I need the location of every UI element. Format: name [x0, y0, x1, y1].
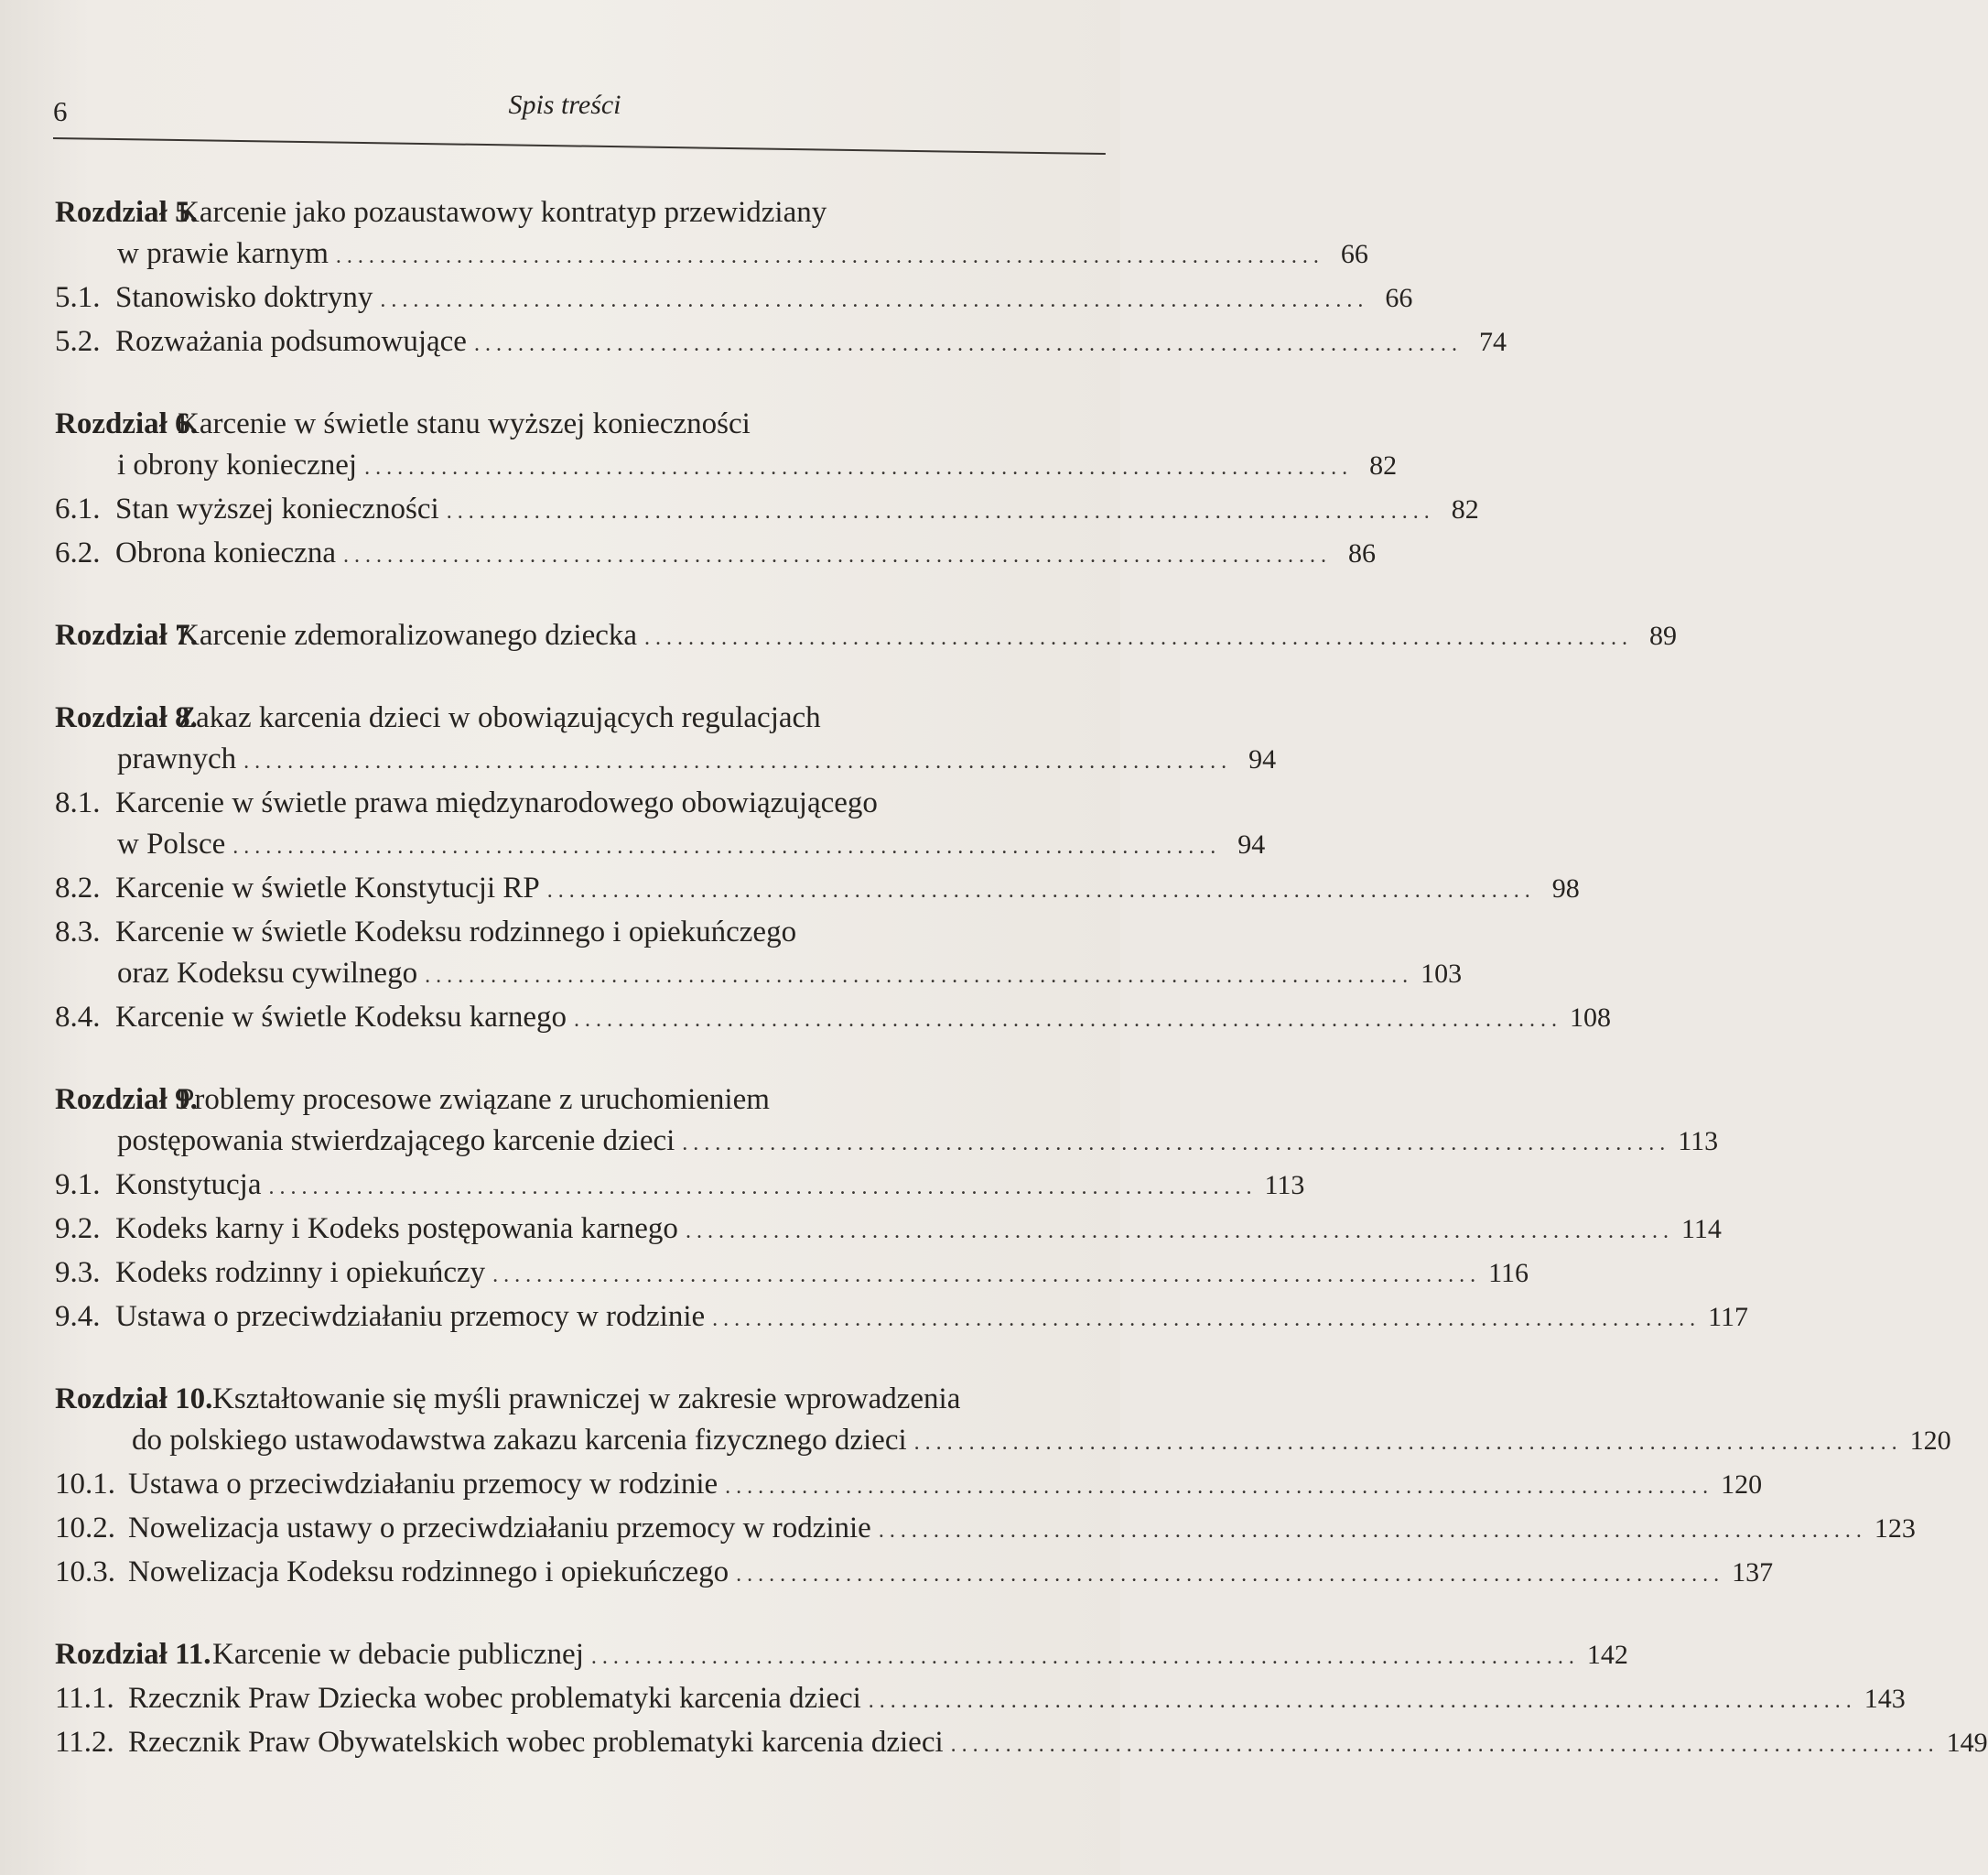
- toc-page-number: 94: [1248, 744, 1277, 775]
- toc-entry-title: Karcenie zdemoralizowanego dziecka: [178, 619, 638, 652]
- toc-entry[interactable]: [55, 783, 1073, 824]
- toc-entry-number: 11.2.: [55, 1726, 114, 1759]
- toc-page-number: 117: [1708, 1302, 1749, 1332]
- toc-chapter: [55, 698, 1611, 1041]
- toc-entry-title: Karcenie w świetle stanu wyższej konieczności: [178, 407, 751, 440]
- toc-entry[interactable]: [55, 233, 1368, 277]
- toc-page-number: 123: [1874, 1513, 1916, 1544]
- toc-entry[interactable]: [55, 445, 1398, 489]
- toc-page-number: 89: [1649, 621, 1678, 651]
- toc-entry-title: Karcenie w świetle Kodeksu rodzinnego i opiekuńczego: [115, 916, 797, 948]
- toc-page-number: 114: [1680, 1214, 1722, 1244]
- dot-leader: ..........................................................................................: [446, 500, 1435, 524]
- toc-entry[interactable]: [55, 1722, 1988, 1766]
- table-of-contents: [55, 192, 1988, 1805]
- toc-page-number: 113: [1678, 1126, 1719, 1156]
- toc-page-number: 74: [1478, 327, 1507, 357]
- toc-page-number: 86: [1347, 538, 1376, 569]
- toc-chapter-heading[interactable]: [55, 192, 1073, 233]
- toc-chapter: [55, 615, 1678, 659]
- dot-leader: ..........................................................................................: [268, 1176, 1258, 1199]
- toc-page-number: 113: [1264, 1170, 1305, 1200]
- toc-page-number: 120: [1909, 1425, 1951, 1456]
- toc-entry-title: Ustawa o przeciwdziałaniu przemocy w rodzinie: [128, 1468, 718, 1501]
- dot-leader: ..........................................................................................: [950, 1733, 1939, 1757]
- toc-chapter-heading[interactable]: [55, 1634, 1628, 1678]
- dot-leader: ..........................................................................................: [546, 879, 1536, 903]
- dot-leader: ..........................................................................................: [913, 1431, 1903, 1455]
- toc-page-number: 149: [1946, 1728, 1988, 1758]
- toc-entry-number: 5.2.: [55, 325, 101, 358]
- dot-leader: ..........................................................................................: [232, 835, 1222, 859]
- toc-chapter-heading[interactable]: [55, 404, 1073, 445]
- dot-leader: ..........................................................................................: [342, 544, 1332, 568]
- toc-page-number: 98: [1551, 873, 1580, 904]
- toc-chapter: [55, 1634, 1988, 1766]
- toc-entry[interactable]: [55, 739, 1277, 783]
- toc-entry-title: Kodeks karny i Kodeks postępowania karnego: [115, 1212, 678, 1245]
- toc-entry-number: 5.1.: [55, 281, 101, 314]
- toc-entry-title: prawnych: [117, 742, 237, 775]
- toc-entry-title: Karcenie w debacie publicznej: [212, 1638, 584, 1671]
- toc-entry[interactable]: [55, 321, 1507, 365]
- toc-entry-number: Rozdział 7.: [55, 619, 198, 652]
- toc-entry[interactable]: [55, 1678, 1906, 1722]
- toc-entry[interactable]: [55, 489, 1479, 533]
- toc-page-number: 66: [1340, 239, 1368, 269]
- toc-entry-number: Rozdział 10.: [55, 1382, 213, 1415]
- toc-entry-number: 6.1.: [55, 493, 101, 526]
- toc-entry-title: Karcenie jako pozaustawowy kontratyp przewidziany: [178, 196, 827, 229]
- toc-entry[interactable]: [55, 1552, 1774, 1596]
- toc-entry-title: Nowelizacja ustawy o przeciwdziałaniu przemocy w rodzinie: [128, 1512, 871, 1544]
- toc-entry-number: 9.1.: [55, 1168, 101, 1201]
- toc-chapter-heading[interactable]: [55, 1079, 1073, 1121]
- toc-entry[interactable]: [55, 533, 1376, 577]
- toc-entry-number: 8.2.: [55, 872, 101, 905]
- running-head-title: Spis treści: [508, 90, 621, 120]
- toc-chapter-heading[interactable]: [55, 1379, 1073, 1420]
- toc-entry-title: Karcenie w świetle Konstytucji RP: [115, 872, 540, 905]
- toc-entry[interactable]: [55, 1121, 1719, 1165]
- toc-entry-title: w Polsce: [117, 828, 226, 861]
- dot-leader: ..........................................................................................: [725, 1475, 1714, 1499]
- toc-entry-title: Zakaz karcenia dzieci w obowiązujących regulacjach: [178, 701, 821, 734]
- toc-entry-number: Rozdział 11.: [55, 1638, 211, 1671]
- toc-page-number: 120: [1721, 1469, 1763, 1500]
- toc-entry-title: w prawie karnym: [117, 237, 329, 270]
- toc-entry-number: 6.2.: [55, 536, 101, 569]
- toc-entry-number: Rozdział 9.: [55, 1083, 198, 1116]
- toc-entry-title: Stan wyższej konieczności: [115, 493, 439, 526]
- dot-leader: ..........................................................................................: [380, 288, 1369, 312]
- toc-page-number: 142: [1586, 1640, 1628, 1670]
- dot-leader: ..........................................................................................: [335, 244, 1324, 268]
- toc-entry-number: 10.1.: [55, 1468, 115, 1501]
- dot-leader: ..........................................................................................: [712, 1307, 1702, 1331]
- toc-page-number: 108: [1570, 1003, 1611, 1033]
- toc-entry[interactable]: [55, 1208, 1722, 1252]
- toc-entry[interactable]: [55, 277, 1413, 321]
- toc-entry-title: Nowelizacja Kodeksu rodzinnego i opiekuńczego: [128, 1555, 729, 1588]
- toc-entry[interactable]: [55, 1296, 1749, 1340]
- toc-entry[interactable]: [55, 1165, 1305, 1208]
- toc-page-number: 94: [1237, 829, 1266, 860]
- toc-entry-number: 10.2.: [55, 1512, 115, 1544]
- toc-entry-title: Karcenie w świetle prawa międzynarodowego obowiązującego: [115, 786, 878, 819]
- toc-entry[interactable]: [55, 868, 1580, 912]
- toc-entry-number: 9.4.: [55, 1300, 101, 1333]
- toc-entry-title: Kodeks rodzinny i opiekuńczy: [115, 1256, 486, 1289]
- dot-leader: ..........................................................................................: [878, 1519, 1867, 1543]
- toc-page-number: 103: [1421, 959, 1463, 989]
- toc-entry-number: 9.2.: [55, 1212, 101, 1245]
- toc-entry-title: postępowania stwierdzającego karcenie dzieci: [117, 1124, 675, 1157]
- toc-entry-title: i obrony koniecznej: [117, 449, 358, 482]
- toc-entry-title: Konstytucja: [115, 1168, 262, 1201]
- toc-entry[interactable]: [55, 1508, 1916, 1552]
- toc-page-number: 137: [1732, 1557, 1774, 1588]
- header-rule: [53, 137, 1106, 155]
- toc-entry[interactable]: [55, 824, 1266, 868]
- toc-entry[interactable]: [55, 997, 1611, 1041]
- toc-entry-title: Stanowisko doktryny: [115, 281, 373, 314]
- dot-leader: ..........................................................................................: [425, 964, 1414, 988]
- dot-leader: ..........................................................................................: [736, 1563, 1725, 1587]
- toc-entry-number: Rozdział 8.: [55, 701, 198, 734]
- toc-entry-number: 8.1.: [55, 786, 101, 819]
- toc-chapter-heading[interactable]: [55, 698, 1073, 739]
- dot-leader: ..........................................................................................: [364, 456, 1354, 480]
- dot-leader: ..........................................................................................: [868, 1689, 1857, 1713]
- toc-entry-title: Problemy procesowe związane z uruchomieniem: [178, 1083, 770, 1116]
- toc-entry-number: 8.3.: [55, 916, 101, 948]
- toc-chapter: [55, 192, 1507, 365]
- toc-entry[interactable]: [55, 1420, 1951, 1464]
- toc-entry[interactable]: [55, 1464, 1763, 1508]
- dot-leader: ..........................................................................................: [590, 1645, 1580, 1669]
- toc-entry-title: Karcenie w świetle Kodeksu karnego: [115, 1001, 567, 1034]
- dot-leader: ..........................................................................................: [492, 1263, 1482, 1287]
- toc-entry-title: Rzecznik Praw Obywatelskich wobec problematyki karcenia dzieci: [128, 1726, 944, 1759]
- toc-entry[interactable]: [55, 953, 1463, 997]
- toc-chapter: [55, 1079, 1749, 1340]
- dot-leader: ..........................................................................................: [574, 1008, 1562, 1032]
- running-head: [53, 88, 1076, 134]
- toc-page-number: 66: [1385, 283, 1413, 313]
- toc-entry-number: 11.1.: [55, 1682, 114, 1715]
- toc-entry-title: Ustawa o przeciwdziałaniu przemocy w rodzinie: [115, 1300, 706, 1333]
- toc-entry-title: Rozważania podsumowujące: [115, 325, 467, 358]
- dot-leader: ..........................................................................................: [685, 1219, 1674, 1243]
- toc-chapter: [55, 404, 1479, 577]
- toc-chapter-heading[interactable]: [55, 615, 1678, 659]
- toc-entry-number: Rozdział 6.: [55, 407, 198, 440]
- toc-entry-title: Rzecznik Praw Dziecka wobec problematyki karcenia dzieci: [128, 1682, 861, 1715]
- toc-entry-number: 9.3.: [55, 1256, 101, 1289]
- dot-leader: ..........................................................................................: [473, 332, 1463, 356]
- toc-chapter: [55, 1379, 1951, 1596]
- toc-entry-title: Obrona konieczna: [115, 536, 336, 569]
- toc-entry-title: Kształtowanie się myśli prawniczej w zakresie wprowadzenia: [212, 1382, 961, 1415]
- toc-entry-number: 10.3.: [55, 1555, 115, 1588]
- toc-entry-number: 8.4.: [55, 1001, 101, 1034]
- dot-leader: ..........................................................................................: [682, 1132, 1671, 1155]
- dot-leader: ..........................................................................................: [243, 750, 1233, 774]
- toc-page-number: 82: [1451, 494, 1479, 525]
- dot-leader: ..........................................................................................: [644, 626, 1634, 650]
- page-number: 6: [53, 95, 68, 127]
- toc-entry-title: do polskiego ustawodawstwa zakazu karcenia fizycznego dzieci: [132, 1424, 907, 1457]
- toc-entry-title: oraz Kodeksu cywilnego: [117, 957, 418, 990]
- toc-page-number: 82: [1369, 450, 1398, 481]
- toc-entry[interactable]: [55, 1252, 1529, 1296]
- toc-page-number: 143: [1864, 1684, 1906, 1714]
- toc-page-number: 116: [1488, 1258, 1529, 1288]
- toc-entry[interactable]: [55, 912, 1073, 953]
- toc-entry-number: Rozdział 5.: [55, 196, 198, 229]
